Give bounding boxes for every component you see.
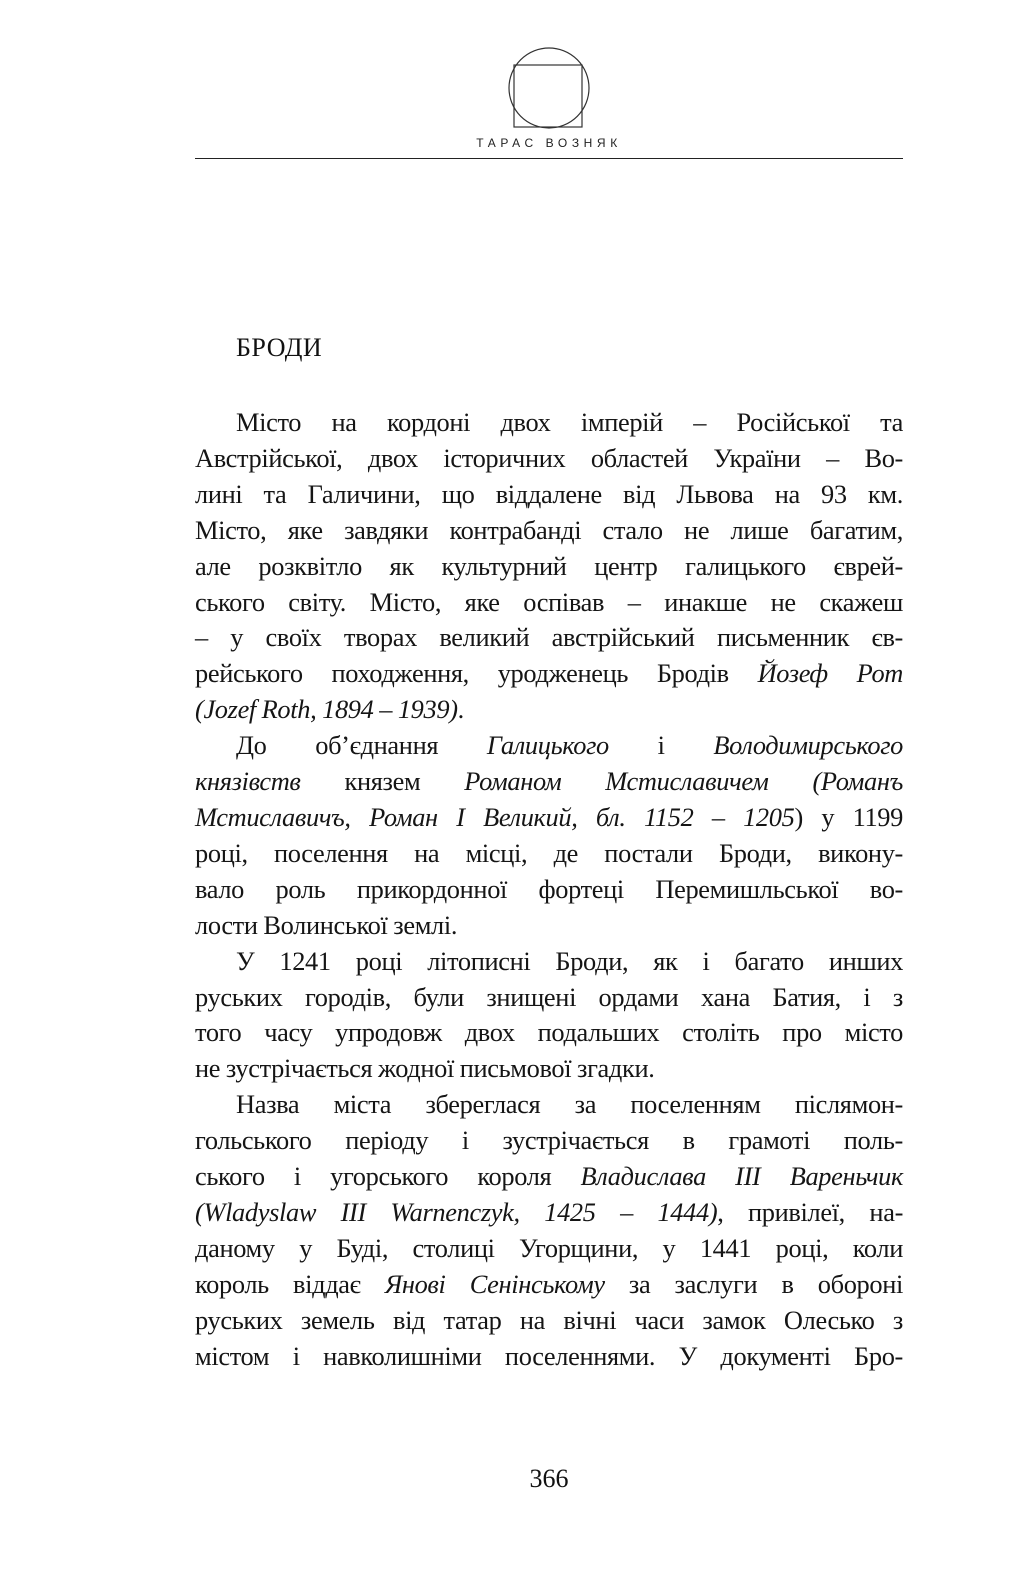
text-run: , привілеї, на- [717,1196,904,1227]
italic-text: Мстиславичъ, Роман I Великий, бл. 1152 – 1205 [195,801,795,832]
text-line [195,1087,903,1123]
body-text [195,405,903,1374]
page-number: 366 [529,1464,569,1493]
text-run: Австрійської, двох історичних областей України – Во- [195,442,903,473]
text-run: ) у 1199 [794,801,904,832]
italic-text: Галицького [486,730,609,761]
text-run: за заслуги в обороні [604,1268,903,1299]
text-line [195,405,903,441]
text-run: король віддає [195,1268,385,1299]
header-rule [195,158,903,159]
text-line [195,1123,903,1159]
italic-text: (Wladyslaw III Warnenczyk, 1425 – 1444) [195,1196,718,1227]
text-run: Місто на кордоні двох імперій – Російської та [236,407,903,437]
italic-text: князівств [195,766,301,797]
italic-text: Владислава III Вареньчик [580,1161,903,1192]
text-run: Місто, яке завдяки контрабанді стало не лише багатим, [195,514,903,545]
text-run: ського світу. Місто, яке оспівав – инакше не скажеш [195,586,903,617]
text-line [195,764,903,800]
italic-text: Йозеф Рот [757,658,903,689]
text-line [195,692,903,728]
text-line [195,477,903,513]
text-line [195,1195,903,1231]
paragraph [195,944,903,1088]
text-line [195,1231,903,1267]
text-run: – у своїх творах великий австрійський письменник єв- [195,622,903,653]
italic-text: Романом Мстиславичем (Романъ [464,766,903,797]
text-line [195,620,903,656]
text-run: . [457,694,464,725]
text-line [195,728,903,764]
text-line [195,908,903,944]
paragraph [195,728,903,943]
text-run: руських земель від татар на вічні часи замок Олесько з [195,1304,903,1335]
circle-square-logo-icon [507,46,591,130]
text-line [195,1015,903,1051]
text-run: руських городів, були знищені ордами хана Батия, і з [195,981,903,1012]
text-line [195,1267,903,1303]
text-line [195,980,903,1016]
text-line [195,585,903,621]
italic-text: Володимирського [713,730,903,761]
text-line [195,800,903,836]
text-run: і [608,730,714,761]
text-run: рейського походження, уродженець Бродів [195,658,758,689]
text-line [195,1159,903,1195]
running-head: ТАРАС ВОЗНЯК [476,136,622,150]
text-line [195,1303,903,1339]
italic-text: Янові Сенінському [384,1268,605,1299]
text-run: містом і навколишніми поселеннями. У документі Бро- [195,1340,903,1371]
chapter-title: БРОДИ [236,333,323,362]
paragraph [195,1087,903,1374]
text-run: вало роль прикордонної фортеці Перемишльської во- [195,873,903,904]
text-run: не зустрічається жодної письмової згадки. [195,1053,655,1084]
text-run: але розквітло як культурний центр галицького єврей- [195,550,903,581]
text-run: гольського періоду і зустрічається в грамоті поль- [195,1125,903,1156]
italic-text: (Jozef Roth, 1894 – 1939) [195,694,458,725]
text-run: У 1241 році літописні Броди, як і багато инших [236,945,903,976]
text-run: даному у Буді, столиці Угорщини, у 1441 році, коли [195,1232,903,1263]
text-run: До об’єднання [236,730,487,761]
text-line [195,872,903,908]
text-run: ського і угорського короля [195,1161,581,1192]
text-run: році, поселення на місці, де постали Броди, викону- [195,837,903,868]
text-line [195,441,903,477]
text-run: князем [300,766,465,797]
text-line [195,1051,903,1087]
paragraph [195,405,903,728]
text-run: того часу упродовж двох подальших століть про місто [195,1017,903,1048]
text-line [195,513,903,549]
text-line [195,836,903,872]
text-line [195,1339,903,1375]
text-run: Назва міста збереглася за поселенням післямон- [236,1089,903,1120]
text-line [195,944,903,980]
text-run: лині та Галичини, що віддалене від Львова на 93 км. [195,478,903,509]
text-line [195,656,903,692]
text-line [195,549,903,585]
text-run: лости Волинської землі. [195,909,458,940]
